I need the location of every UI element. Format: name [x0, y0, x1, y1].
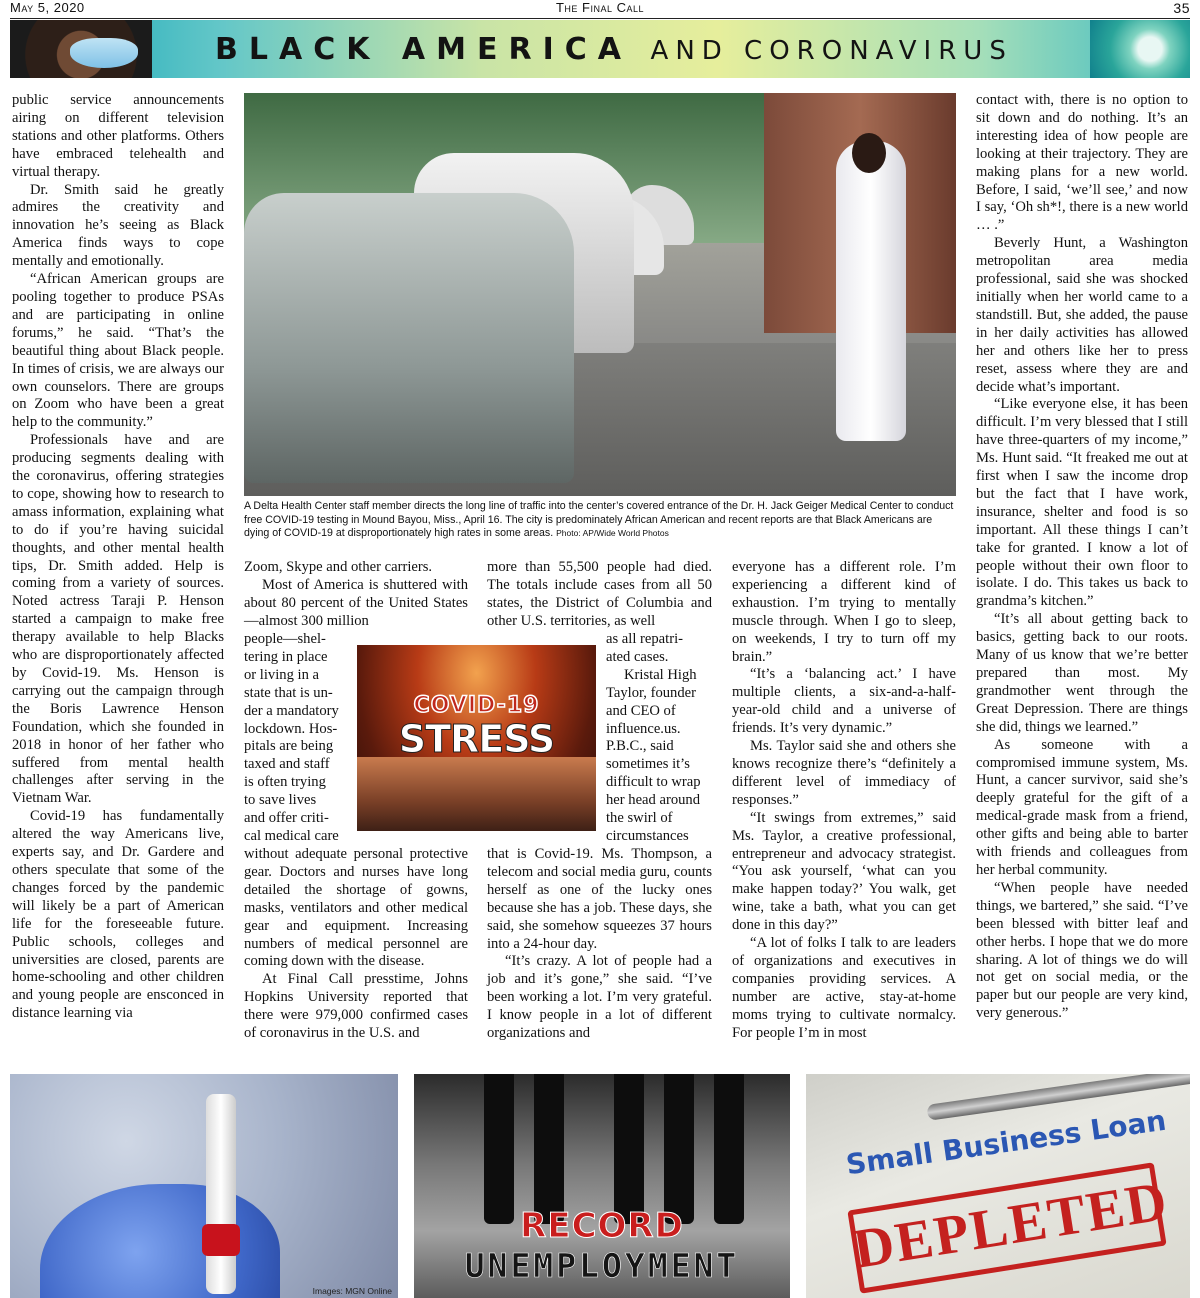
paragraph: “African American groups are pooling together to produce PSAs and are participating in online forums,” he said. “That’s the beautiful thing about Black people. In times of crisis, we are always our own counselors. There are groups on Zoom who have been a great help to the community.”	[12, 271, 224, 431]
text-line: cal medical care	[244, 827, 339, 844]
covid-stress-graphic	[357, 645, 596, 831]
paragraph: “It’s a ‘balancing act.’ I have multiple clients, a six-and-a-half-year-old child and a universe of friends. It’s very dynamic.”	[732, 666, 956, 737]
article-column-2-bottom	[244, 846, 468, 1043]
paragraph: more than 55,500 people had died. The totals include cases from all 50 states, the District of Columbia and other U.S. territories, as well	[487, 559, 712, 629]
article-column-3-bottom	[487, 846, 712, 1043]
masked-person-image	[10, 20, 152, 78]
article-column-2-top	[244, 559, 468, 631]
paragraph: Ms. Taylor said she and others she knows recognize there’s “definitely a different level of immediacy of responses.”	[732, 738, 956, 808]
text-line: pitals are being	[244, 738, 334, 755]
paragraph: At Final Call presstime, Johns Hopkins University reported that there were 979,000 confirmed cases of coronavirus in the U.S. and	[244, 971, 468, 1042]
article-column-1	[12, 92, 224, 1023]
text-line: Taylor, founder	[606, 684, 696, 701]
paragraph: “It swings from extremes,” said Ms. Taylor, a creative professional, entrepreneur and advocacy strategist. “You ask yourself, ‘what can you make happen today?’ You walk, get wine, take a bath, what you can get done in this day?”	[732, 809, 956, 934]
text-line: lockdown. Hos-	[244, 720, 338, 737]
photo-caption	[244, 500, 956, 541]
text-line: der a mandatory	[244, 702, 339, 719]
text-line: and CEO of	[606, 702, 676, 719]
issue-date: May 5, 2020	[10, 0, 85, 15]
text-line: P.B.C., said	[606, 738, 674, 755]
article-column-4	[732, 559, 956, 1042]
paragraph: contact with, there is no option to sit down and do nothing. It’s an interesting idea of how people are looking at their trajectory. They are making plans for a new world. Before, I said, ‘we’ll see,’ and now I say, ‘Oh sh*!, there is a new world … .”	[976, 92, 1188, 234]
text-line: taxed and staff	[244, 756, 330, 773]
section-title-light: AND CORONAVIRUS	[650, 36, 1013, 66]
paragraph: Zoom, Skype and other carriers.	[244, 559, 433, 575]
unemployment-line2: UNEMPLOYMENT	[464, 1246, 740, 1285]
paragraph: Most of America is shuttered with about 80 percent of the United States—almost 300 million	[244, 576, 468, 629]
unemployment-line1: RECORD	[520, 1206, 684, 1246]
section-title-bold: BLACK AMERICA	[215, 32, 632, 67]
text-line: is often trying	[244, 774, 326, 791]
folio-line	[10, 0, 1190, 19]
text-line: influence.us.	[606, 720, 681, 737]
testing-line-photo	[244, 93, 956, 496]
text-line: tering in place	[244, 648, 328, 665]
article-column-5	[976, 92, 1188, 1023]
paragraph: Covid-19 has fundamentally altered the way Americans live, experts say, and Dr. Gardere and others speculate that some of the changes forced by the pandemic will likely be a part of American life for the foreseeable future. Public schools, colleges and universities are closed, parents are home-schooling and other children and young people are ensconced in distance learning via	[12, 808, 224, 1022]
article-column-3-top	[487, 559, 712, 631]
text-line: to save lives	[244, 792, 317, 809]
text-line: state that is un-	[244, 684, 333, 701]
paragraph: “It’s crazy. A lot of people had a job and it’s gone,” she said. “I’ve been working a lot. I’m very grateful. I know people in a lot of different organizations and	[487, 953, 712, 1042]
paragraph: Dr. Smith said he greatly admires the creativity and innovation he’s seeing as Black America finds ways to cope mentally and emotionally.	[12, 181, 224, 270]
paragraph: “It’s all about getting back to basics, getting back to our roots. Many of us know that we’re better prepared than most. My grandmother went through the Great Depression. There are things she did, things we learned.”	[976, 611, 1188, 735]
loan-form-title: Small Business Loan	[843, 1103, 1169, 1182]
depleted-stamp: DEPLETED	[849, 1169, 1173, 1281]
text-line: or living in a	[244, 666, 319, 683]
paragraph: everyone has a different role. I’m experiencing a different kind of exhaustion. I’m trying to mentally muscle through. When I go to sleep, on weekends, I try to turn off my brain.”	[732, 559, 956, 665]
text-line: sometimes it’s	[606, 756, 690, 773]
text-line: her head around	[606, 792, 701, 809]
newspaper-name: The Final Call	[555, 0, 645, 15]
section-title	[215, 32, 1065, 67]
paragraph: without adequate personal protective gear. Doctors and nurses have long detailed the shortage of gowns, masks, ventilators and other medical gear and equipment. Increasing numbers of medical personnel are coming down with the disease.	[244, 846, 468, 970]
paragraph: Beverly Hunt, a Washington metropolitan area media professional, said she was shocked initially when her world came to a standstill. But, she added, the pause in her daily activities has allowed her and others like her to press reset, assess where they are and decide what’s important.	[976, 235, 1188, 395]
text-line: ated cases.	[606, 648, 669, 665]
paragraph: As someone with a compromised immune system, Ms. Hunt, a cancer survivor, said she’s deeply grateful for the gift of a medical-grade mask from a friend, other gifts and being able to barter with friends and colleagues from her herbal community.	[976, 736, 1188, 878]
stress-graphic-line1: COVID-19	[413, 693, 540, 718]
text-line: difficult to wrap	[606, 774, 701, 791]
photo-caption-text: A Delta Health Center staff member directs the long line of traffic into the center’s covered entrance of the Dr. H. Jack Geiger Medical Center to conduct free COVID-19 testing in Mound Bayou, Miss., April 16. The city is predominately African American and recent reports are that Black Americans are dying of COVID-19 at disproportionately high rates in some areas.	[244, 500, 954, 539]
paragraph: “A lot of folks I talk to are leaders of organizations and executives in companies providing services. A number are active, stay-at-home moms trying to cultivate normalcy. For people I’m in most	[732, 935, 956, 1041]
paragraph: “When people have needed things, we bartered,” she said. “I’ve been blessed with bitter leaf and other herbs. I hope that we do more sharing. A lot of things we do will not get on social media, or the paper but our people are very kind, very generous.”	[976, 879, 1188, 1022]
covid-test-kit-photo	[10, 1074, 398, 1298]
small-business-loan-graphic	[806, 1074, 1190, 1298]
photo-credit: Photo: AP/Wide World Photos	[556, 528, 669, 538]
text-line: Kristal High	[624, 666, 697, 683]
page-number: 35	[1173, 0, 1190, 16]
article-column-3-wrap	[606, 631, 712, 846]
stress-graphic-line2: STRESS	[398, 717, 555, 761]
paragraph: “Like everyone else, it has been difficult. I’m very blessed that I still have three-quarters of my income,” Ms. Hunt said. “It freaked me out at first when I saw the income drop but the fact that I have work, insurance, shelter and food is so important. All these things I can’t take for granted. I know a lot of people without their own floor to isolate. I do. This takes us back to grandma’s kitchen.”	[976, 396, 1188, 610]
paragraph: that is Covid-19. Ms. Thompson, a telecom and social media guru, counts herself as one of the lucky ones because she has a job. These days, she said, she somehow squeezes 37 hours into a 24-hour day.	[487, 846, 712, 952]
paragraph: public service announcements airing on different television stations and other platforms. Others have embraced telehealth and virtual therapy.	[12, 92, 224, 180]
text-line: the swirl of	[606, 810, 673, 827]
section-banner	[10, 20, 1190, 78]
virus-image	[1090, 20, 1190, 78]
images-credit: Images: MGN Online	[312, 1286, 392, 1296]
paragraph: Professionals have and are producing segments dealing with the coronavirus, offering strategies to cope, showing how to research to amass information, explaining what to do if you’re having suicidal thoughts, and other mental health tips, Dr. Smith added. Help is coming from a variety of sources. Noted actress Taraji P. Henson started a campaign to make free therapy available to help Blacks who are disproportionately affected by Covid-19. Ms. Henson is carrying out the campaign through the Boris Lawrence Henson Foundation, which she founded in 2018 in honor of her father who suffered from mental health challenges after serving in the Vietnam War.	[12, 432, 224, 807]
record-unemployment-graphic	[414, 1074, 790, 1298]
text-line: and offer criti-	[244, 810, 329, 827]
text-line: people—shel-	[244, 631, 326, 647]
text-line: as all repatri-	[606, 631, 683, 647]
article-column-2-wrap	[244, 631, 352, 846]
text-line: circumstances	[606, 827, 689, 844]
